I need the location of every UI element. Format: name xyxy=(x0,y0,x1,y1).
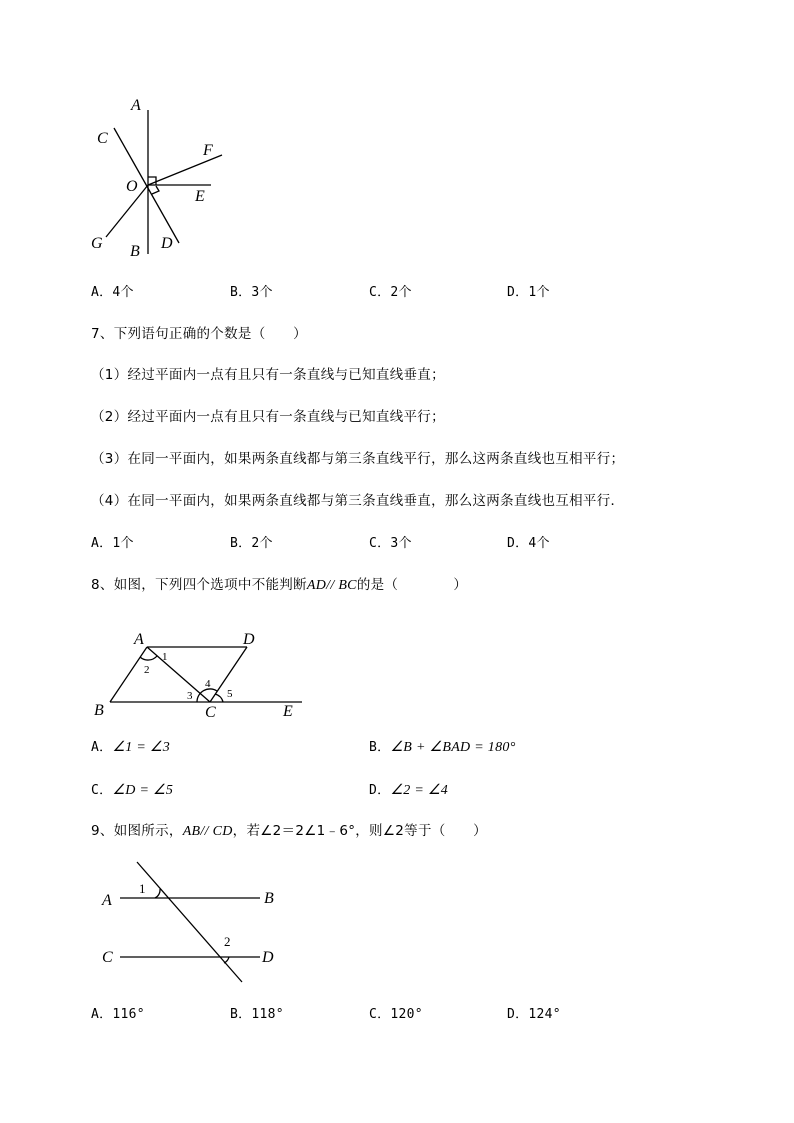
q8-option-a[interactable] xyxy=(91,738,170,757)
angle-label-4: 4 xyxy=(205,678,211,690)
angle-label-2: 2 xyxy=(144,664,150,676)
label-G: G xyxy=(91,235,103,252)
q8-option-b[interactable] xyxy=(369,738,516,757)
q9-option-c[interactable]: C．120° xyxy=(369,1007,423,1022)
q8-option-c[interactable] xyxy=(91,781,173,800)
angle-label-1: 1 xyxy=(139,881,146,896)
q7-option-b[interactable]: B．2个 xyxy=(230,536,273,551)
q8-stem-prefix: 8、如图，下列四个选项中不能判断 xyxy=(91,577,307,593)
q6-option-d[interactable]: D．1个 xyxy=(507,285,550,300)
angle-label-5: 5 xyxy=(227,688,233,700)
angle-label-1: 1 xyxy=(162,651,168,663)
arc-angle-1 xyxy=(155,889,160,898)
q8-figure xyxy=(90,625,310,720)
q8-option-a-expr: ∠1 = ∠3 xyxy=(112,740,171,755)
label-D: D xyxy=(161,235,173,252)
q8-option-d-expr: ∠2 = ∠4 xyxy=(390,783,449,798)
q7-statement-1: （1）经过平面内一点有且只有一条直线与已知直线垂直； xyxy=(91,367,445,383)
q8-option-a-key: A． xyxy=(91,740,113,755)
label-O: O xyxy=(126,178,138,195)
q9-option-d[interactable]: D．124° xyxy=(507,1007,561,1022)
q8-stem-suffix: 的是（ ） xyxy=(356,577,468,593)
label-A: A xyxy=(131,97,141,114)
q7-statement-4: （4）在同一平面内，如果两条直线都与第三条直线垂直，那么这两条直线也互相平行． xyxy=(91,493,625,509)
label-E: E xyxy=(283,703,293,720)
q8-option-d[interactable] xyxy=(369,781,448,800)
angle-label-2: 2 xyxy=(224,934,231,949)
q7-option-c[interactable]: C．3个 xyxy=(369,536,412,551)
q6-option-a[interactable]: A．4个 xyxy=(91,285,134,300)
q7-stem: 7、下列语句正确的个数是（ ） xyxy=(91,326,307,342)
angle-label-3: 3 xyxy=(187,690,193,702)
label-E: E xyxy=(195,188,205,205)
q8-option-c-expr: ∠D = ∠5 xyxy=(112,783,174,798)
label-C: C xyxy=(97,130,108,147)
arc-angle-2 xyxy=(224,957,229,963)
q7-option-a[interactable]: A．1个 xyxy=(91,536,134,551)
q9-figure xyxy=(90,860,290,985)
label-B: B xyxy=(130,243,140,260)
ray-OF xyxy=(148,155,222,185)
segment-AB xyxy=(110,647,147,702)
q8-option-d-key: D． xyxy=(369,783,391,798)
q8-option-c-key: C． xyxy=(91,783,113,798)
label-F: F xyxy=(203,142,213,159)
label-B: B xyxy=(264,890,274,907)
q6-figure xyxy=(85,90,235,265)
label-A: A xyxy=(102,892,112,909)
q9-option-a[interactable]: A．116° xyxy=(91,1007,145,1022)
q9-stem-suffix: ，若∠2＝2∠1﹣6°，则∠2等于（ ） xyxy=(232,823,487,839)
label-D: D xyxy=(262,949,274,966)
q7-statement-2: （2）经过平面内一点有且只有一条直线与已知直线平行； xyxy=(91,409,445,425)
label-D: D xyxy=(243,631,255,648)
q7-option-d[interactable]: D．4个 xyxy=(507,536,550,551)
q8-stem xyxy=(91,576,467,595)
q8-stem-math: AD// BC xyxy=(306,578,357,593)
arc-angle-2 xyxy=(140,656,157,660)
q9-option-b[interactable]: B．118° xyxy=(230,1007,284,1022)
transversal xyxy=(137,862,242,982)
q9-stem-prefix: 9、如图所示， xyxy=(91,823,183,839)
q6-option-c[interactable]: C．2个 xyxy=(369,285,412,300)
q8-option-b-expr: ∠B + ∠BAD = 180° xyxy=(390,740,516,755)
q9-stem xyxy=(91,822,487,841)
label-C: C xyxy=(205,704,216,720)
q6-option-b[interactable]: B．3个 xyxy=(230,285,273,300)
q8-option-b-key: B． xyxy=(369,740,391,755)
label-B: B xyxy=(94,702,104,719)
q9-stem-math: AB// CD xyxy=(182,824,233,839)
label-C: C xyxy=(102,949,113,966)
label-A: A xyxy=(134,631,144,648)
q7-statement-3: （3）在同一平面内，如果两条直线都与第三条直线平行，那么这两条直线也互相平行； xyxy=(91,451,625,467)
arc-angle-5 xyxy=(215,694,223,702)
right-angle-mark-COF xyxy=(152,186,159,194)
